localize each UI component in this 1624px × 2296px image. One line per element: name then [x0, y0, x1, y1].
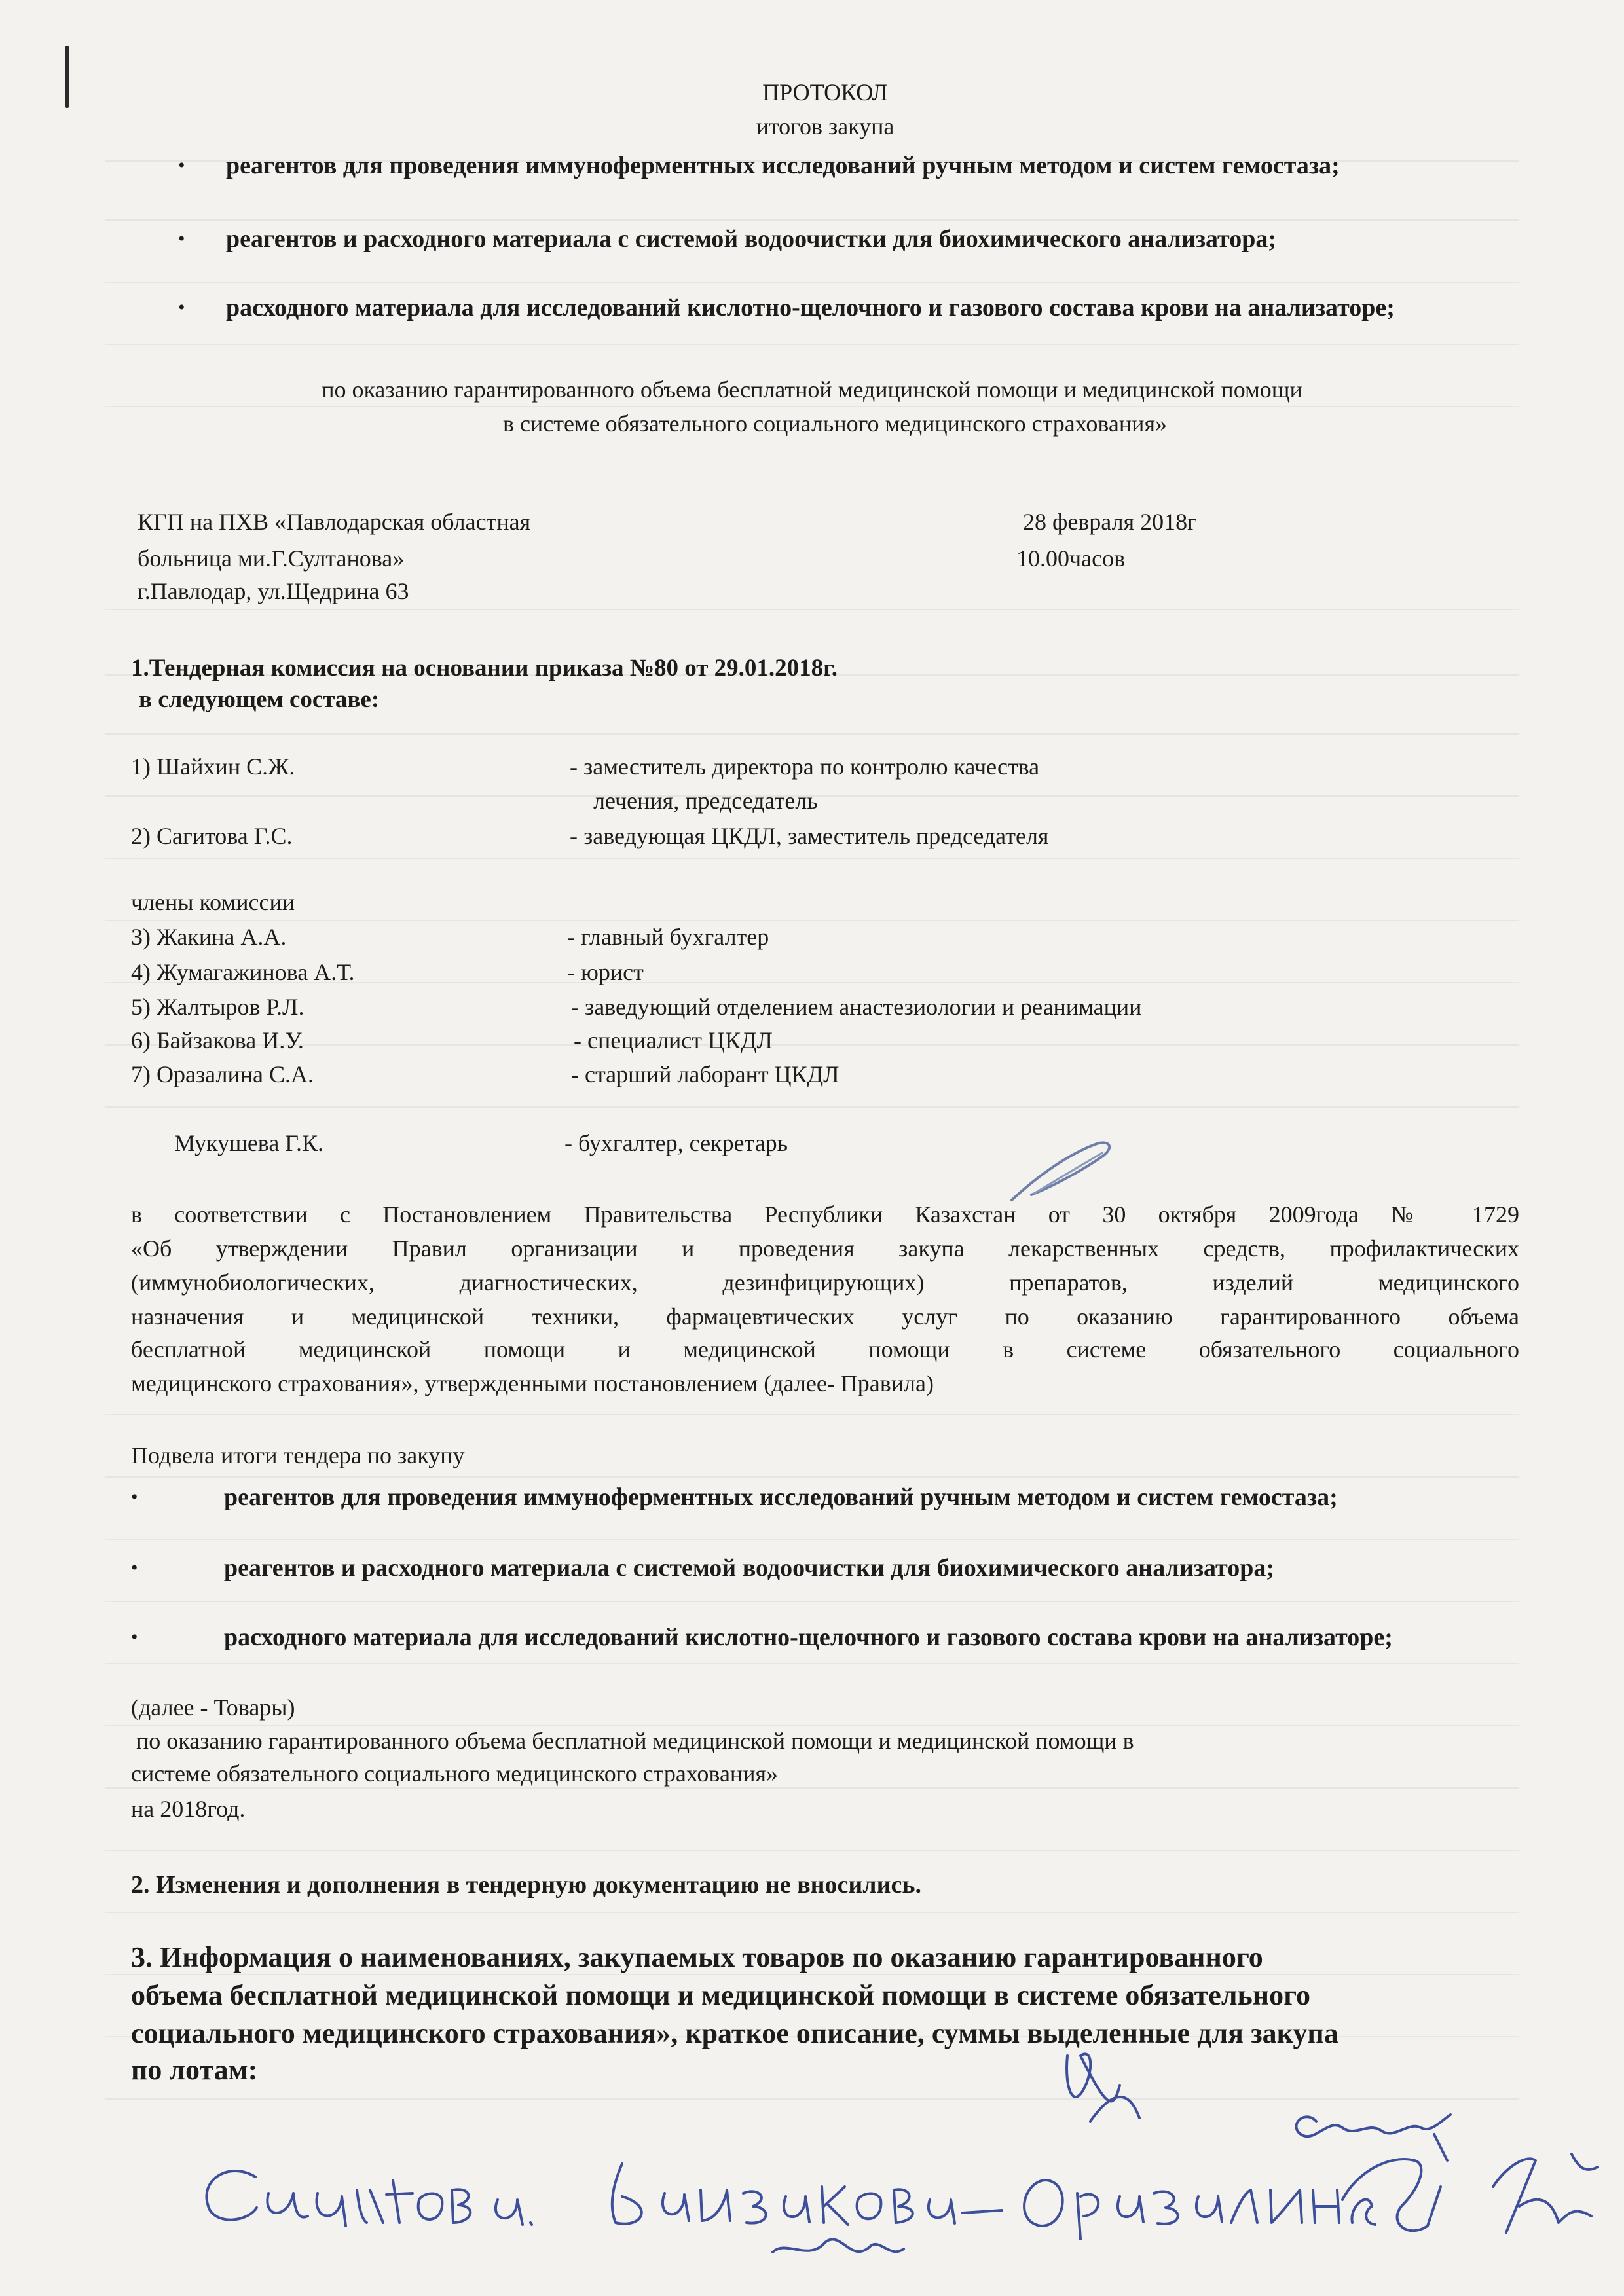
- bleed-line: [105, 2098, 1519, 2100]
- intro-tail-line: по оказанию гарантированного объема бесплатной медицинской помощи и медицинской помощи: [322, 376, 1302, 403]
- bleed-line: [105, 858, 1519, 859]
- bullet-icon: •: [131, 1626, 138, 1648]
- bleed-line: [105, 1539, 1519, 1540]
- commission-member-name: 7) Оразалина С.А.: [131, 1061, 314, 1087]
- section-2: 2. Изменения и дополнения в тендерную документацию не вносились.: [131, 1871, 921, 1899]
- bleed-line: [105, 1414, 1519, 1415]
- commission-member-name: 2) Сагитова Г.С.: [131, 823, 293, 849]
- body-paragraph-line: (иммунобиологических, диагностических, дезинфицирующих) препаратов, изделий медицинского: [131, 1269, 1519, 1296]
- document-title: ПРОТОКОЛ: [762, 79, 888, 105]
- protocol-date: 28 февраля 2018г: [1023, 509, 1197, 535]
- signature-orazalina: [1024, 2180, 1375, 2239]
- summary-tail-line: системе обязательного социального медицинского страхования»: [131, 1760, 779, 1787]
- org-address: г.Павлодар, ул.Щедрина 63: [138, 578, 409, 604]
- intro-list-item: расходного материала для исследований кислотно-щелочного и газового состава крови на анализаторе;: [226, 294, 1395, 321]
- body-paragraph-line: медицинского страхования», утвержденными постановлением (далее- Правила): [131, 1370, 934, 1396]
- section-3-line: объема бесплатной медицинской помощи и медицинской помощи в системе обязательного: [131, 1979, 1311, 2011]
- body-paragraph-line: «Об утверждении Правил организации и проведения закупа лекарственных средств, профилактических: [131, 1235, 1519, 1262]
- commission-member-role: - заместитель директора по контролю качества: [570, 754, 1040, 780]
- commission-member-role: лечения, председатель: [593, 788, 818, 814]
- commission-member-role: - старший лаборант ЦКДЛ: [571, 1061, 840, 1087]
- protocol-time: 10.00часов: [1016, 545, 1126, 572]
- summary-tail-line: по оказанию гарантированного объема бесплатной медицинской помощи и медицинской помощи в: [136, 1728, 1134, 1754]
- signature-initials: [1067, 2054, 1598, 2232]
- intro-list-item: реагентов для проведения иммуноферментных исследований ручным методом и систем гемостаза;: [226, 152, 1340, 179]
- bleed-line: [105, 1601, 1519, 1602]
- bleed-line: [105, 1044, 1519, 1046]
- commission-member-name: 3) Жакина А.А.: [131, 924, 287, 950]
- commission-member-role: - заведующий отделением анастезиологии и реанимации: [571, 994, 1142, 1020]
- intro-tail-line: в системе обязательного социального медицинского страхования»: [502, 410, 1167, 437]
- org-name-line: больница ми.Г.Султанова»: [138, 545, 405, 572]
- bleed-line: [105, 920, 1519, 921]
- summary-tail-line: (далее - Товары): [131, 1694, 295, 1721]
- bleed-line: [105, 733, 1519, 735]
- section-3-line: социального медицинского страхования», краткое описание, суммы выделенные для закупа: [131, 2017, 1338, 2049]
- summary-intro: Подвела итоги тендера по закупу: [131, 1442, 465, 1468]
- secretary-name: Мукушева Г.К.: [174, 1130, 324, 1156]
- commission-member-name: 6) Байзакова И.У.: [131, 1027, 304, 1053]
- org-name-line: КГП на ПХВ «Павлодарская областная: [138, 509, 531, 535]
- members-label: члены комиссии: [131, 889, 295, 915]
- bleed-line: [105, 282, 1519, 283]
- section-3-line: по лотам:: [131, 2054, 258, 2086]
- body-paragraph-line: в соответствии с Постановлением Правительства Республики Казахстан от 30 октября 2009года № 1729: [131, 1201, 1519, 1228]
- commission-member-role: - заведующая ЦКДЛ, заместитель председателя: [570, 823, 1049, 849]
- signature-baizakova: [612, 2164, 1002, 2252]
- intro-list-item: реагентов и расходного материала с системой водоочистки для биохимического анализатора;: [226, 225, 1276, 253]
- signature-sagitova: [206, 2171, 532, 2226]
- bleed-line: [105, 1476, 1519, 1478]
- bullet-icon: •: [178, 228, 185, 249]
- commission-member-name: 4) Жумагажинова А.Т.: [131, 959, 355, 985]
- commission-heading: 1.Тендерная комиссия на основании приказа №80 от 29.01.2018г.: [131, 655, 838, 682]
- summary-tail-line: на 2018год.: [131, 1796, 246, 1822]
- bullet-icon: •: [178, 155, 185, 176]
- commission-subheading: в следующем составе:: [139, 686, 380, 713]
- summary-list-item: реагентов и расходного материала с системой водоочистки для биохимического анализатора;: [224, 1554, 1274, 1582]
- bleed-line: [105, 1106, 1519, 1108]
- bleed-line: [105, 344, 1519, 345]
- bleed-line: [105, 1663, 1519, 1664]
- bleed-line: [105, 1850, 1519, 1851]
- commission-member-name: 5) Жалтыров Р.Л.: [131, 994, 304, 1020]
- body-paragraph-line: бесплатной медицинской помощи и медицинской помощи в системе обязательного социального: [131, 1336, 1519, 1362]
- commission-member-name: 1) Шайхин С.Ж.: [131, 754, 295, 780]
- bleed-line: [105, 1912, 1519, 1913]
- bullet-icon: •: [178, 297, 185, 318]
- paper-clip-icon: [1005, 1136, 1116, 1208]
- bullet-icon: •: [131, 1557, 138, 1578]
- section-3-line: 3. Информация о наименованиях, закупаемых товаров по оказанию гарантированного: [131, 1941, 1263, 1973]
- bleed-line: [105, 609, 1519, 610]
- document-subtitle: итогов закупа: [756, 113, 895, 139]
- bullet-icon: •: [131, 1486, 138, 1508]
- summary-list-item: расходного материала для исследований кислотно-щелочного и газового состава крови на анализаторе;: [224, 1624, 1393, 1651]
- summary-list-item: реагентов для проведения иммуноферментных исследований ручным методом и систем гемостаза;: [224, 1484, 1338, 1511]
- bleed-line: [105, 219, 1519, 221]
- bleed-line: [105, 406, 1519, 407]
- commission-member-role: - специалист ЦКДЛ: [574, 1027, 773, 1053]
- body-paragraph-line: назначения и медицинской техники, фармацевтических услуг по оказанию гарантированного объема: [131, 1303, 1519, 1330]
- commission-member-role: - юрист: [567, 959, 644, 985]
- commission-member-role: - главный бухгалтер: [567, 924, 769, 950]
- secretary-role: - бухгалтер, секретарь: [564, 1130, 788, 1156]
